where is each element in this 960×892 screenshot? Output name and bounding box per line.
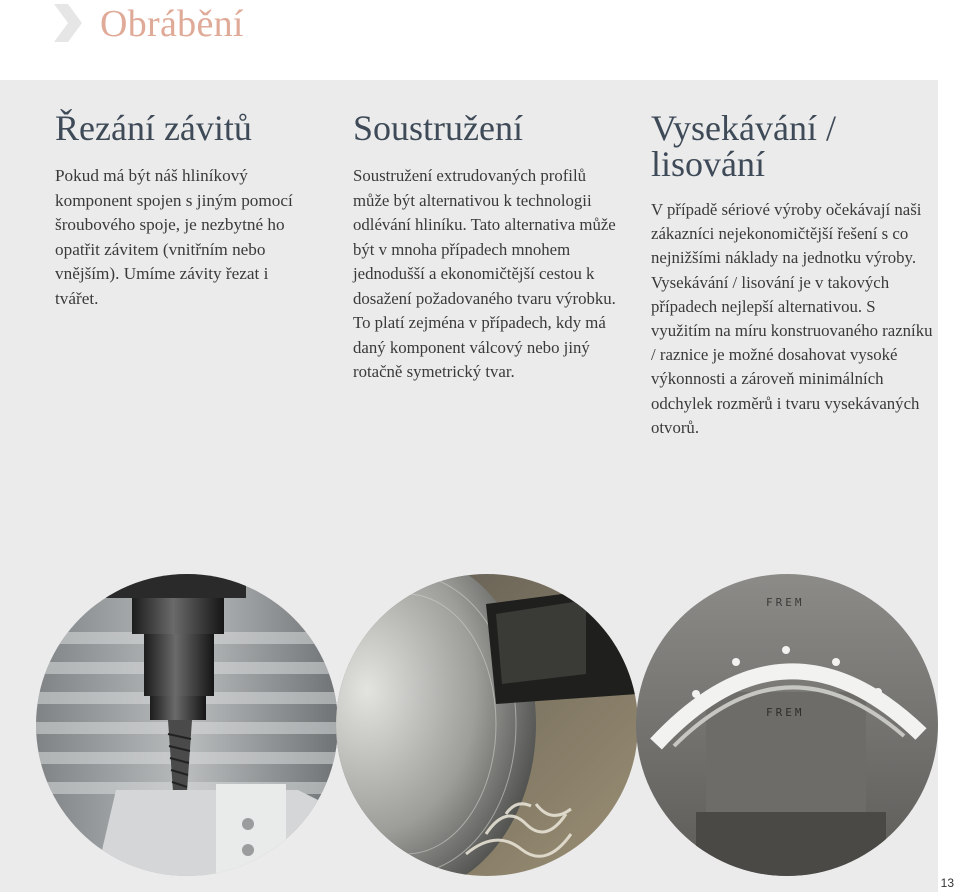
stamp-text: FREM [766,596,805,609]
section-text: Pokud má být náš hliníkový komponent spojen s jiným pomocí šroubového spoje, je nezbytné ho opatřit závitem (vnitřním nebo vnějším). Umíme závity řezat i tvářet. [55,166,293,308]
section-title: Vysekávání / lisování [651,108,836,184]
section-title: Řezání závitů [55,108,252,148]
section-thread-cutting [55,110,305,311]
section-turning [353,110,623,385]
stamp-text: FREM [766,706,805,719]
section-text: V případě sériové výroby očekávají naši zákazníci nejekonomičtější řešení s co nejnižšími náklady na jednotku výroby. Vysekávání / lisování je v takových případech nejlepší alternativou. S využitím na míru konstruovaného razníku / raznice je možné dosahovat vysoké výkonnosti a zároveň minimálních odchylek rozměrů i tvaru vysekávaných otvorů. [651,200,933,437]
section-title: Soustružení [353,108,523,148]
page-header [0,0,960,80]
section-punching [651,110,936,440]
thread-tapping-photo [36,574,338,876]
lathe-turning-photo [336,574,638,876]
page-title: Obrábění [100,3,244,45]
page-number: 13 [940,876,954,890]
chevron-right-icon [50,2,84,44]
punching-tool-photo [636,574,938,876]
section-text: Soustružení extrudovaných profilů může být alternativou k technologii odlévání hliníku. Tato alternativa může být v mnoha případech mnohem jednodušší a ekonomičtější cestou k dosažení požadovaného tvaru výrobku. To platí zejména v případech, kdy má daný komponent válcový nebo jiný rotačně symetrický tvar. [353,166,616,381]
